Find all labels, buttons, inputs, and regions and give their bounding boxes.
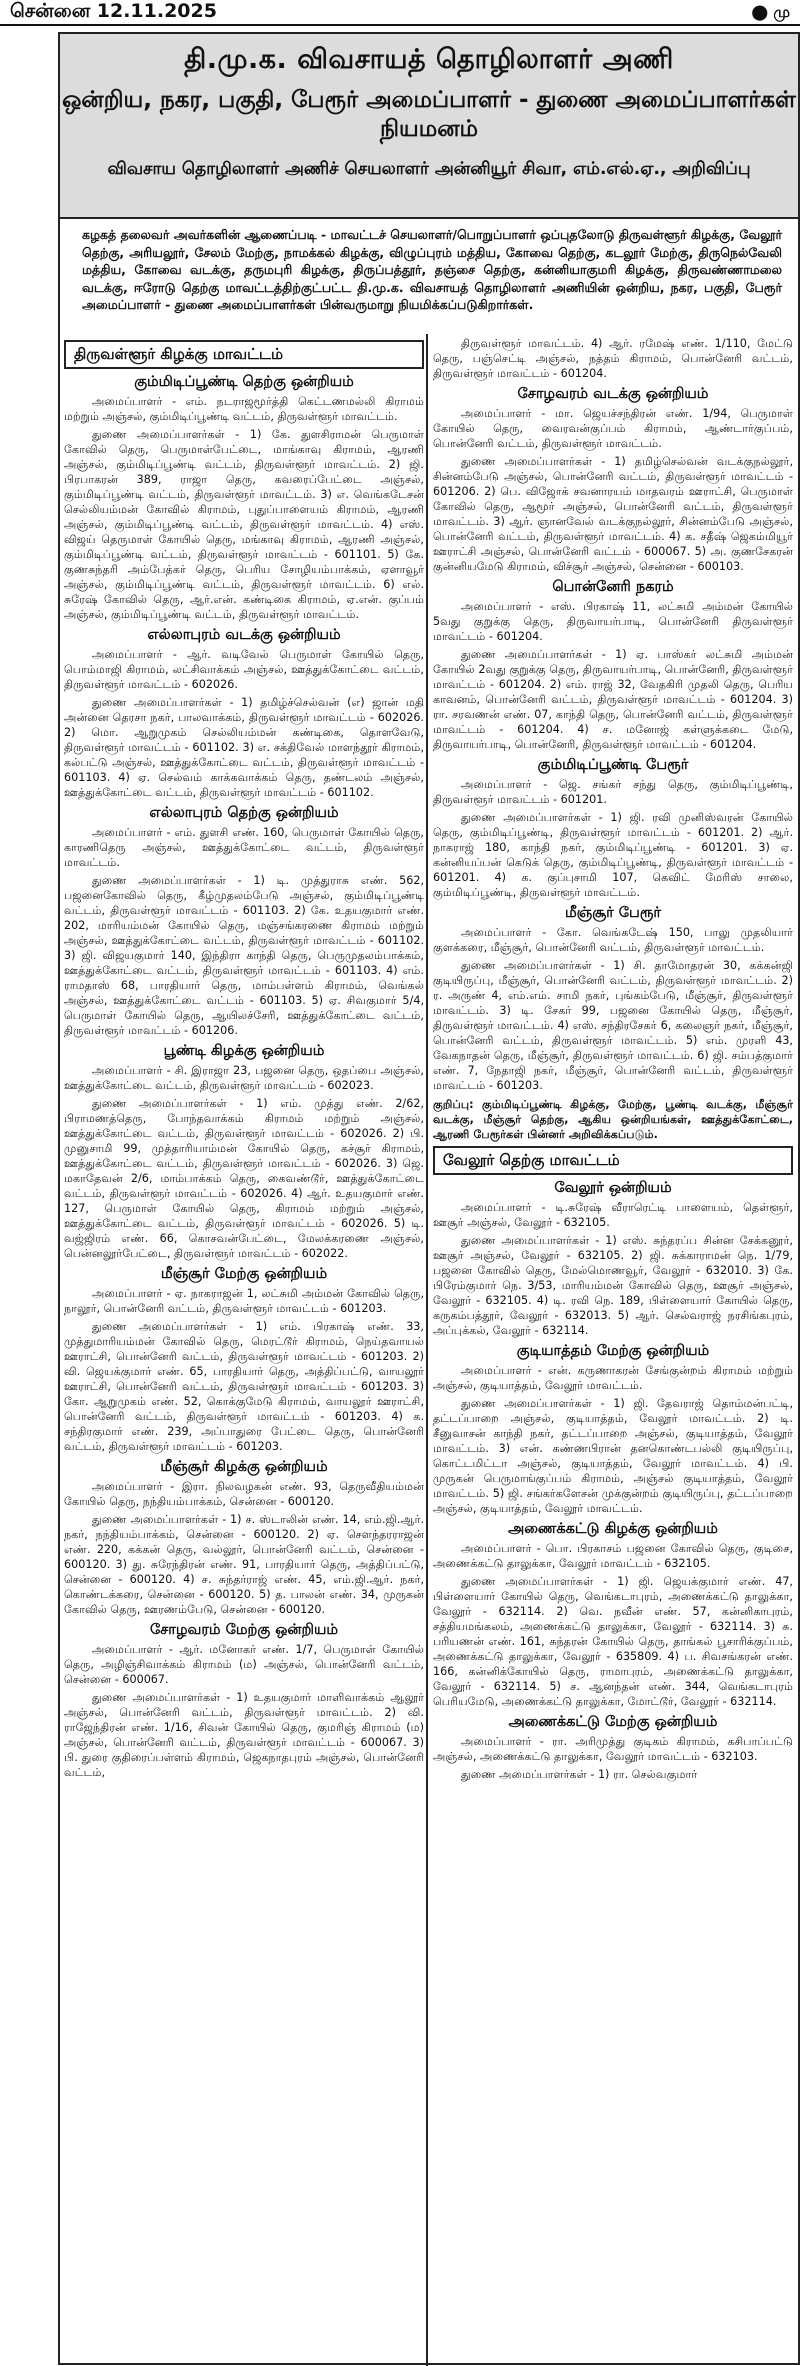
organizer-para: அமைப்பாளர் - எம். துளசி எண். 160, பெருமாள் கோயில் தெரு, காரணிதெரு அஞ்சல், ஊத்துக்கோட்டை வட்டம், திருவள்ளூர் மாவட்டம். [64, 826, 424, 869]
section-title: பொன்னேரி நகரம் [552, 579, 674, 595]
organizer-para: அமைப்பாளர் - கோ. வெங்கடேஷ் 150, பாலு முதலியார் குளக்கரை, மீஞ்சூர், பொன்னேரி வட்டம், திருவள்ளூர் மாவட்டம். [433, 926, 793, 954]
section-title: சோழவரம் மேற்கு ஒன்றியம் [149, 1622, 339, 1638]
organizer-para: அமைப்பாளர் - மா. ஜெயச்சந்திரன் எண். 1/94, பெருமாள் கோயில் தெரு, வைரவன்குப்பம் கிராமம், ஆண்டார்குப்பம், பொன்னேரி வட்டம், திருவள்ளூர் மாவட்டம். [433, 407, 793, 450]
deputy-organizers-para: துணை அமைப்பாளர்கள் - 1) உதயகுமார் மாளிவாக்கம் ஆலூர் அஞ்சல், பொன்னேரி வட்டம், திருவள்ளூர் மாவட்டம். 2) வி. ராஜேந்திரன் எண். 1/16, சிவன் கோயில் தெரு, குமரிஞ் கிராமம் (ம) அஞ்சல், பொன்னேரி வட்டம், திருவள்ளூர் மாவட்டம் - 600067. 3) பி. துரை குதிரைப்பள்ளம் கிராமம், ஜெகநாதபுரம் அஞ்சல், பொன்னேரி வட்டம், [64, 1691, 424, 1779]
masthead-logo-icon: ⬤ மு [751, 3, 790, 21]
deputy-organizers-para: துணை அமைப்பாளர்கள் - 1) சி. தாமோதரன் 30, கக்கன்ஜி குடியிருப்பு, மீஞ்சூர், பொன்னேரி வட்டம், திருவள்ளூர் மாவட்டம். 2) ர. அருண் 4, எம்.எம். சாமி நகர், புங்கம்பேடு, மீஞ்சூர், திருவள்ளூர் மாவட்டம். 3) டி. சேகர் 99, பஜனை கோயில் தெரு, மீஞ்சூர், திருவள்ளூர் மாவட்டம். 4) எஸ். சந்திரசேகர் 6, கலைஞர் நகர், மீஞ்சூர், பொன்னேரி வட்டம், திருவள்ளூர் மாவட்டம். 5) எம். முரளி 43, வேகநாதன் தெரு, மீஞ்சூர், திருவள்ளூர் மாவட்டம். 6) ஜி. சம்பத்குமார் எண். 7, நேதாஜி நகர், மீஞ்சூர், பொன்னேரி வட்டம், திருவள்ளூர் மாவட்டம் - 601203. [433, 959, 793, 1092]
organizer-para: அமைப்பாளர் - ரா. அரிமுத்து குடிகம் கிராமம், கசிபாப்பட்டு அஞ்சல், அணைக்கட்டு தாலுக்கா, வேலூர் மாவட்டம் - 632103. [433, 1735, 793, 1763]
section-title: மீஞ்சூர் மேற்கு ஒன்றியம் [160, 1266, 328, 1282]
article-frame [58, 32, 800, 2365]
column-divider [426, 334, 428, 2366]
intro-text: அவர்களின் ஆணைப்படி - மாவட்டச் செயலாளர்/பொறுப்பாளர் ஒப்புதலோடு திருவள்ளூர் கிழக்கு, வேலூர் தெற்கு, அரியலூர், சேலம் மேற்கு, நாமக்கல் கிழக்கு, விழுப்புரம் மத்திய, கோவை தெற்கு, கடலூர் மேற்கு, திருநெல்வேலி மத்திய, கோவை வடக்கு, தருமபுரி கிழக்கு, திருப்பத்தூர், தஞ்சை தெற்கு, கன்னியாகுமரி கிழக்கு, திருவண்ணாமலை வடக்கு, ஈரோடு தெற்கு மாவட்டத்திற்குட்பட்ட தி.மு.க. விவசாயத் தொழிலாளர் அணியின் ஒன்றிய, நகர, பகுதி, பேரூர் அமைப்பாளர் - துணை அமைப்பாளர்கள் பின்வருமாறு நியமிக்கப்படுகிறார்கள். [82, 227, 782, 312]
organizer-para: அமைப்பாளர் - ஆர். மனோகர் எண். 1/7, பெருமாள் கோயில் தெரு, அழிஞ்சிவாக்கம் கிராமம் (ம) அஞ்சல், பொன்னேரி வட்டம், சென்னை - 600067. [64, 1643, 424, 1686]
headline-box [60, 34, 798, 219]
district-title: திருவள்ளூர் கிழக்கு மாவட்டம் [64, 340, 424, 369]
deputy-organizers-para: துணை அமைப்பாளர்கள் - 1) ரா. செல்வகுமார் [461, 1768, 698, 1781]
section-title: மீஞ்சூர் பேரூர் [564, 905, 662, 921]
intro-lead: கழகத் தலைவர் [82, 227, 170, 242]
organizer-para: அமைப்பாளர் - எம். நடராஜமூர்த்தி கெட்டணமல்லி கிராமம் மற்றும் அஞ்சல், கும்மிடிப்பூண்டி வட்டம், திருவள்ளூர் மாவட்டம். [64, 395, 424, 423]
deputy-organizers-para: துணை அமைப்பாளர்கள் - 1) ஜி. ஜெயக்குமார் எண். 47, பிள்ளையார் கோயில் தெரு, வெங்கடாபுரம், அணைக்கட்டு தாலுக்கா, வேலூர் - 632114. 2) வெ. நவீன் எண். 57, கன்னிகாபுரம், சத்தியமங்கலம், அணைக்கட்டு தாலுக்கா, வேலூர் - 632114. 3) சு. பரியணன் எண். 161, சுந்தரன் கோயில் தெரு, தாங்கல் பூசாரிக்குப்பம், அணைக்கட்டு தாலுக்கா, வேலூர் - 635809. 4) ப. சிவசங்கரன் எண். 166, கன்னிக்கோயில் தெரு, ராமாபுரம், அணைக்கட்டு தாலுக்கா, வேலூர் - 632114. 5) ச. ஆனந்தன் எண். 344, வெங்கடாபுரம் பெரியமேடு, அணைக்கட்டு தாலுக்கா, மோட்டூர், வேலூர் - 632114. [433, 1575, 793, 1708]
deputy-organizers-para: துணை அமைப்பாளர்கள் - 1) ச. ஸ்டாலின் எண். 14, எம்.ஜி.ஆர். நகர், நந்தியம்பாக்கம், சென்னை - 600120. 2) ஏ. சௌந்தரராஜன் எண். 220, கக்கன் தெரு, வல்லூர், பொன்னேரி வட்டம், சென்னை - 600120. 3) து. சுரேந்திரன் எண். 91, பாரதியார் தெரு, அத்திப்பட்டு, சென்னை - 600120. 4) ச. சுந்தர்ராஜ் எண். 45, எம்.ஜி.ஆர். நகர், கொண்டக்கரை, சென்னை - 600120. 5) த. பாலன் எண். 34, முருகன் கோவில் தெரு, ஊரணம்பேடு, சென்னை - 600120. [64, 1513, 424, 1616]
deputy-organizers-para: துணை அமைப்பாளர்கள் - 1) தமிழ்ச்செல்வன் (எ) ஜான் மதி அன்னை தெரசா நகர், பாலவாக்கம், திருவள்ளூர் மாவட்டம் - 602026. 2) மொ. ஆறுமுகம் செல்லியம்மன் கண்டிகை, தொளவேடு, திருவள்ளூர் மாவட்டம் - 601102. 3) எ. சக்திவேல் மாளந்தூர் கிராமம், கல்பட்டு அஞ்சல், ஊத்துக்கோட்டை வட்டம், திருவள்ளூர் மாவட்டம் - 601103. 4) ஏ. செல்வம் காக்கவாக்கம் தெரு, தண்டலம் அஞ்சல், ஊத்துக்கோட்டை வட்டம், திருவள்ளூர் மாவட்டம் - 601102. [64, 696, 424, 799]
headline-byline: விவசாய தொழிலாளர் அணிச் செயலாளர் அன்னியூர் சிவா, எம்.எல்.ஏ., அறிவிப்பு [107, 159, 751, 179]
intro-paragraph [82, 226, 782, 314]
section-title: எல்லாபுரம் வடக்கு ஒன்றியம் [147, 627, 341, 643]
deputy-organizers-para: துணை அமைப்பாளர்கள் - 1) டி. முத்துராசு எண். 562, பஜனைகோவில் தெரு, கீழ்முதலம்பேடு அஞ்சல், கும்மிடிப்பூண்டி வட்டம், திருவள்ளூர் மாவட்டம் - 601103. 2) கே. உதயகுமார் எண். 202, மாரியம்மன் கோயில் தெரு, மஞ்சங்கரணை கிராமம் மற்றும் அஞ்சல், ஊத்துக்கோட்டை வட்டம், திருவள்ளூர் மாவட்டம் - 601102. 3) ஜி. விஜயகுமார் 140, இந்திரா காந்தி தெரு, பெருமுதலம்பாக்கம், ஊத்துக்கோட்டை வட்டம், திருவள்ளூர் மாவட்டம் - 601103. 4) எம். ராமதாஸ் 68, பாரதியார் தெரு, மாம்பள்ளம் கிராமம், வெங்கல் அஞ்சல், ஊத்துக்கோட்டை வட்டம் - 601103. 5) ஏ. சிவகுமார் 5/4, பெருமாள் கோயில் தெரு, ஆயிலச்சேரி, ஊத்துக்கோட்டை வட்டம், திருவள்ளூர் மாவட்டம் - 601206. [64, 874, 424, 1037]
section-title: எல்லாபுரம் தெற்கு ஒன்றியம் [149, 805, 339, 821]
left-column [64, 336, 424, 1783]
organizer-para: அமைப்பாளர் - ஜெ. சங்கர் சந்து தெரு, கும்மிடிப்பூண்டி, திருவள்ளூர் மாவட்டம் - 601201. [433, 778, 793, 806]
organizer-para: அமைப்பாளர் - என். கருணாகரன் சேங்குன்றம் கிராமம் மற்றும் அஞ்சல், குடியாத்தம், வேலூர் மாவட்டம். [433, 1364, 793, 1392]
section-title: மீஞ்சூர் கிழக்கு ஒன்றியம் [160, 1459, 328, 1475]
district-title: வேலூர் தெற்கு மாவட்டம் [433, 1146, 793, 1175]
section-title: கும்மிடிப்பூண்டி தெற்கு ஒன்றியம் [134, 374, 354, 390]
deputy-organizers-para: துணை அமைப்பாளர்கள் - 1) ஏ. பாஸ்கர் லட்சுமி அம்மன் கோயில் 2வது குறுக்கு தெரு, திருவாயர்பாடி, பொன்னேரி, திருவள்ளூர் மாவட்டம் - 601204. 2) எம். ராஜ் 32, வேதகிரி முதலி தெரு, பெரிய காவனம், பொன்னேரி வட்டம், திருவள்ளூர் மாவட்டம் - 601204. 3) ரா. சரவணன் எண். 07, காந்தி தெரு, பொன்னேரி வட்டம், திருவள்ளூர் மாவட்டம் - 601204. 4) ச. மனோஜ் கள்ளுக்கடை மேடு, திருவாயர்பாடி, பொன்னேரி, திருவள்ளூர் மாவட்டம் - 601204. [433, 648, 793, 751]
deputy-organizers-para: துணை அமைப்பாளர்கள் - 1) கே. துளசிராமன் பெருமாள் கோவில் தெரு, பெருமாள்பேட்டை, மாங்காவு கிராமம், ஆரணி அஞ்சல், கும்மிடிப்பூண்டி வட்டம், திருவள்ளூர் மாவட்டம். 2) ஜி. பிரபாகரன் 389, ராஜா தெரு, கவரைப்பேட்டை அஞ்சல், கும்மிடிப்பூண்டி வட்டம், திருவள்ளூர் மாவட்டம். 3) எ. வெங்கடேசன் செல்லியம்மன் கோவில் கிராமம், புதுப்பாளையம் கிராமம், ஆரணி அஞ்சல், கும்மிடிப்பூண்டி வட்டம், திருவள்ளூர் மாவட்டம். 4) எஸ். விஜய் தெருமாள் கோயில் தெரு, மங்காவு கிராமம், ஆரணி அஞ்சல், கும்மிடிப்பூண்டி வட்டம், திருவள்ளூர் மாவட்டம் - 601101. 5) கே. குணசுந்தரி அம்பேத்கர் தெரு, பெரிய சோழியம்பாக்கம், ஏளாவூர் அஞ்சல், கும்மிடிப்பூண்டி வட்டம், திருவள்ளூர் மாவட்டம். 6) எல். சுரேஷ் கோவில் தெரு, ஆர்.என். கண்டிகை கிராமம், ஏ.என். குப்பம் அஞ்சல், கும்மிடிப்பூண்டி வட்டம், திருவள்ளூர் மாவட்டம். [64, 428, 424, 621]
section-title: வேலூர் ஒன்றியம் [554, 1180, 672, 1196]
organizer-para: அமைப்பாளர் - இரா. நிலவழகன் எண். 93, தெருவீதியம்மன் கோயில் தெரு, நந்தியம்பாக்கம், சென்னை - 600120. [64, 1480, 424, 1508]
section-title: பூண்டி கிழக்கு ஒன்றியம் [163, 1043, 325, 1059]
note-paragraph: குறிப்பு: கும்மிடிப்பூண்டி கிழக்கு, மேற்கு, பூண்டி வடக்கு, மீஞ்சூர் வடக்கு, மீஞ்சூர் தெற்கு, ஆகிய ஒன்றியங்கள், ஊத்துக்கோட்டை, ஆரணி பேரூர்கள் பின்னர் அறிவிக்கப்படும். [433, 1098, 793, 1141]
organizer-para: அமைப்பாளர் - சி. இராஜா 23, பஜனை தெரு, ஒதப்பை அஞ்சல், ஊத்துக்கோட்டை வட்டம், திருவள்ளூர் மாவட்டம் - 602023. [64, 1064, 424, 1092]
organizer-para: அமைப்பாளர் - டி.சுரேஷ் வீராரெட்டி பாளையம், தெள்ளூர், ஊசூர் அஞ்சல், வேலூர் - 632105. [433, 1201, 793, 1229]
newspaper-header-bar [0, 0, 800, 26]
section-title: கும்மிடிப்பூண்டி பேரூர் [537, 757, 689, 773]
deputy-organizers-para: துணை அமைப்பாளர்கள் - 1) எம். பிரகாஷ் எண். 33, முத்துமாரியம்மன் கோவில் தெரு, மெரட்டூர் கிராமம், நெய்தவாயல் ஊராட்சி, பொன்னேரி வட்டம், திருவள்ளூர் மாவட்டம் - 601203. 2) வி. ஜெயக்குமார் எண். 65, பாரதியார் தெரு, அத்திப்பட்டு, வாயலூர் ஊராட்சி, பொன்னேரி வட்டம், திருவள்ளூர் மாவட்டம் - 601203. 3) கோ. ஆறுமுகம் எண். 52, கொக்குமேடு கிராமம், வாயலூர் ஊராட்சி, பொன்னேரி வட்டம், திருவள்ளூர் மாவட்டம் - 601203. 4) க. சந்திரகுமார் எண். 239, அப்பாதுரை பேட்டை தெரு, பொன்னேரி வட்டம், திருவள்ளூர் மாவட்டம் - 601203. [64, 1320, 424, 1453]
deputy-organizers-para: துணை அமைப்பாளர்கள் - 1) தமிழ்செல்வன் வடக்குநல்லூர், சின்னம்பேடு அஞ்சல், பொன்னேரி வட்டம், திருவள்ளூர் மாவட்டம் - 601206. 2) பெ. விஜோக் சவனாரயம் மாதவரம் ஊராட்சி, பெருமாள் கோவில் தெரு, ஆமூர் அஞ்சல், பொன்னேரி வட்டம், திருவள்ளூர் மாவட்டம். 3) ஆர். ஞானவேல் வடக்குநல்லூர், சின்னம்பேடு அஞ்சல், பொன்னேரி வட்டம், திருவள்ளூர் மாவட்டம். 4) க. சதீஷ் ஜெகம்மியூர் ஊராட்சி அஞ்சல், பொன்னேரி வட்டம் - 600067. 5) அ. குணசேகரன் குன்னியமேடு கிராமம், விச்சூர் அஞ்சல், சென்னை - 600103. [433, 455, 793, 573]
organizer-para: அமைப்பாளர் - ஏ. நாகராஜன் 1, லட்சுமி அம்மன் கோவில் தெரு, நாலூர், பொன்னேரி வட்டம், திருவள்ளூர் மாவட்டம் - 601203. [64, 1287, 424, 1315]
right-column [433, 336, 793, 1785]
deputy-organizers-para: துணை அமைப்பாளர்கள் - 1) ஜி. தேவராஜ் தொம்மன்பட்டி, தட்டப்பாறை அஞ்சல், குடியாத்தம், வேலூர் மாவட்டம். 2) டி. சீனுவாசன் காந்தி நகர், தட்டப்பாறை அஞ்சல், குடியாத்தம், வேலூர் மாவட்டம். 3) என். கண்ணபிரான் தனகொண்டபல்லி குடியிருப்பு, கொட்டமிட்டா அஞ்சல், குடியாத்தம், வேலூர் மாவட்டம். 4) பி. முருகன் பெருமாங்குப்பம் கிராமம், அஞ்சல் குடியாத்தம், வேலூர் மாவட்டம். 5) ஜி. சங்கர்களேசன் முக்குன்றம் குடியிருப்பு, தட்டப்பாறை அஞ்சல், குடியாத்தம், வேலூர் மாவட்டம். [433, 1397, 793, 1515]
organizer-para: அமைப்பாளர் - எஸ். பிரகாஷ் 11, லட்சுமி அம்மன் கோயில் 5வது குறுக்கு தெரு, திருவாயர்பாடி, பொன்னேரி திருவள்ளூர் மாவட்டம் - 601204. [433, 600, 793, 643]
section-title: அணைக்கட்டு மேற்கு ஒன்றியம் [508, 1714, 718, 1730]
date-line: சென்னை 12.11.2025 [10, 0, 217, 22]
section-title: அணைக்கட்டு கிழக்கு ஒன்றியம் [508, 1521, 718, 1537]
section-title: குடியாத்தம் மேற்கு ஒன்றியம் [516, 1343, 710, 1359]
organizer-para: அமைப்பாளர் - பொ. பிரகாசம் பஜனை கோவில் தெரு, குடிசை, அணைக்கட்டு தாலுக்கா, வேலூர் மாவட்டம் - 632105. [433, 1542, 793, 1570]
organizer-para: அமைப்பாளர் - ஆர். வடிவேல் பெருமாள் கோயில் தெரு, பொம்மாஜி கிராமம், லட்சிவாக்கம் அஞ்சல், ஊத்துக்கோட்டை வட்டம், திருவள்ளூர் மாவட்டம் - 602026. [64, 648, 424, 691]
headline-sub: ஒன்றிய, நகர, பகுதி, பேரூர் அமைப்பாளர் - துணை அமைப்பாளர்கள் நியமனம் [62, 87, 796, 142]
deputy-organizers-para: துணை அமைப்பாளர்கள் - 1) ஜி. ரவி முனிஸ்வரன் கோயில் தெரு, கும்மிடிப்பூண்டி, திருவள்ளூர் மாவட்டம் - 601201. 2) ஆர். நாகராஜ் 180, காந்தி நகர், கும்மிடிப்பூண்டி - 601201. 3) ஏ. கன்னியப்பன் கெடுக் தெரு, கும்மிடிப்பூண்டி, திருவள்ளூர் மாவட்டம் - 601201. 4) க. குப்புசாமி 107, கெவிட் மேரிஸ் சாலை, கும்மிடிப்பூண்டி, திருவள்ளூர் மாவட்டம். [433, 811, 793, 899]
headline-main: தி.மு.க. விவசாயத் தொழிலாளர் அணி [184, 44, 674, 75]
deputy-organizers-para: துணை அமைப்பாளர்கள் - 1) எஸ். சுந்தரப்ப சின்ன சேக்கனூர், ஊசூர் அஞ்சல், வேலூர் - 632105. 2) ஜி. சுக்காராமன் நெ. 1/79, பஜனை கோவில் தெரு, மேல்மொணவூர், வேலூர் - 632010. 3) கே. பிரேம்குமார் நெ. 3/53, மாரியம்மன் கோவில் தெரு, ஊசூர் அஞ்சல், வேலூர் - 632105. 4) டி. ரவி நெ. 189, பிள்ளையார் கோயில் தெரு, கருகம்பத்தூர், வேலூர் - 632013. 5) ஆர். செல்வராஜ் நரசிங்கபுரம், அப்புக்கல், வேலூர் - 632114. [433, 1234, 793, 1337]
deputy-organizers-para: துணை அமைப்பாளர்கள் - 1) எம். முத்து எண். 2/62, பிராமணத்தெரு, போந்தவாக்கம் கிராமம் மற்றும் அஞ்சல், ஊத்துக்கோட்டை வட்டம், திருவள்ளூர் மாவட்டம் - 602026. 2) பி. முனுசாமி 99, முத்தாரியாம்மன் கோயில் தெரு, கச்சூர் கிராமம், ஊத்துக்கோட்டை வட்டம், திருவள்ளூர் மாவட்டம் - 602026. 3) ஜெ. மகாதேவன் 2/6, மாம்பாக்கம் தெரு, கைவண்டூர், ஊத்துக்கோட்டை வட்டம், திருவள்ளூர் மாவட்டம் - 602026. 4) ஆர். உதயகுமார் எண். 127, பெருமாள் கோயில் தெரு, கிராமம் மற்றும் அஞ்சல், ஊத்துக்கோட்டை வட்டம், திருவள்ளூர் மாவட்டம் - 602026. 5) டி. வஜ்ஜிரம் எண். 66, கொசவன்பேட்டை, மேலக்கரணை அஞ்சல், பென்னலூர்பேட்டை, திருவள்ளூர் மாவட்டம் - 602022. [64, 1097, 424, 1260]
continued-para: திருவள்ளூர் மாவட்டம். 4) ஆர். ரமேஷ் எண். 1/110, மேட்டு தெரு, பஞ்செட்டி அஞ்சல், நத்தம் கிராமம், பொன்னேரி வட்டம், திருவள்ளூர் மாவட்டம் - 601204. [433, 337, 793, 380]
section-title: சோழவரம் வடக்கு ஒன்றியம் [517, 386, 709, 402]
